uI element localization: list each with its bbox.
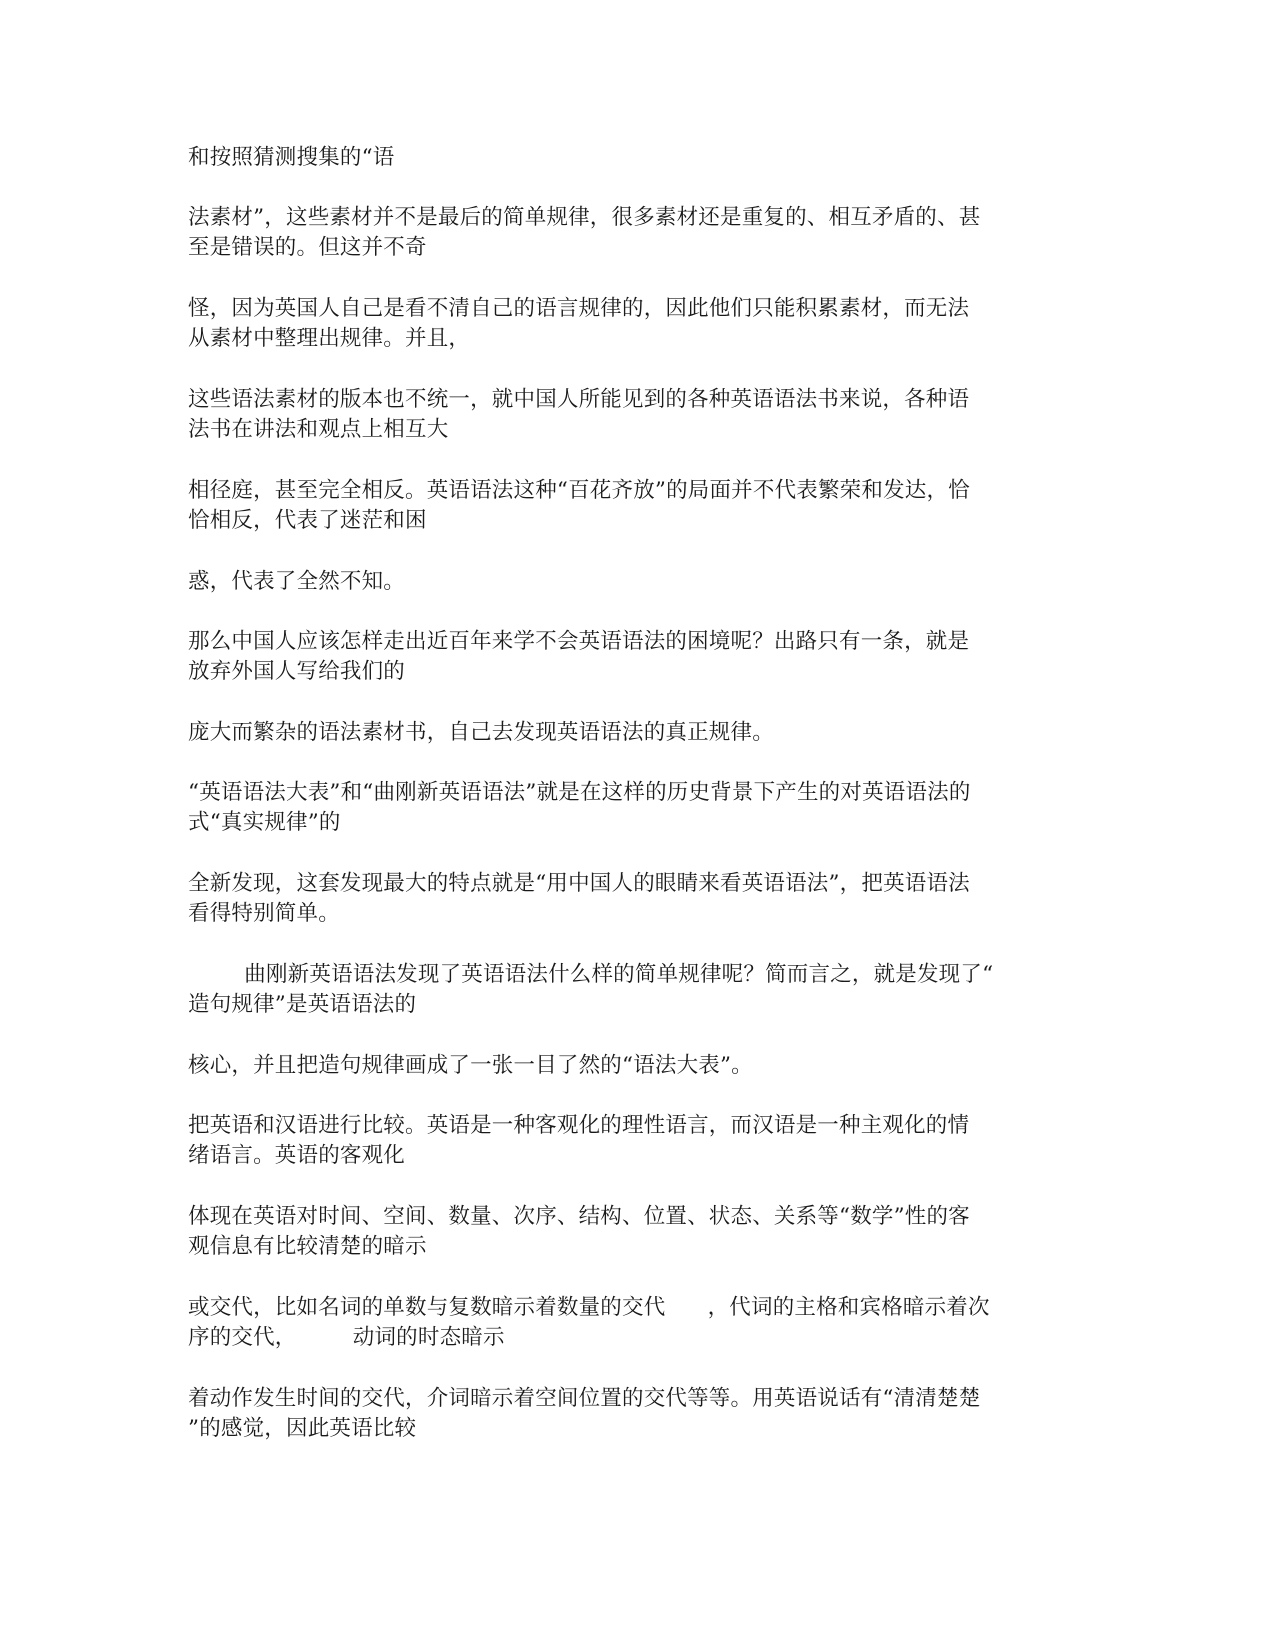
- text-line: 法书在讲法和观点上相互大: [188, 417, 449, 442]
- text-line: 相径庭，甚至完全相反。英语语法这种“百花齐放”的局面并不代表繁荣和发达，恰: [188, 478, 970, 503]
- text-line: 法素材”，这些素材并不是最后的简单规律，很多素材还是重复的、相互矛盾的、甚: [188, 205, 981, 230]
- paragraph: [188, 1293, 1088, 1353]
- paragraph: [188, 294, 1088, 354]
- paragraph: [188, 567, 1088, 597]
- text-line: 庞大而繁杂的语法素材书，自己去发现英语语法的真正规律。: [188, 720, 774, 745]
- text-line: 惑，代表了全然不知。: [188, 569, 406, 594]
- text-line: 和按照猜测搜集的“语: [188, 145, 395, 170]
- text-line: 体现在英语对时间、空间、数量、次序、结构、位置、状态、关系等“数学”性的客: [188, 1204, 970, 1229]
- paragraph: [188, 385, 1088, 445]
- text-line: 放弃外国人写给我们的: [188, 659, 406, 684]
- paragraph: [188, 1202, 1088, 1262]
- text-line: 全新发现，这套发现最大的特点就是“用中国人的眼睛来看英语语法”，把英语语法: [188, 871, 970, 896]
- text-line: “英语语法大表”和“曲刚新英语语法”就是在这样的历史背景下产生的对英语语法的: [188, 780, 971, 805]
- paragraph: [188, 960, 1088, 1020]
- text-line: 那么中国人应该怎样走出近百年来学不会英语语法的困境呢？出路只有一条，就是: [188, 629, 970, 654]
- paragraph: [188, 143, 1088, 173]
- text-line: 核心，并且把造句规律画成了一张一目了然的“语法大表”。: [188, 1053, 753, 1078]
- text-line: ”的感觉，因此英语比较: [188, 1416, 417, 1441]
- text-line: 式“真实规律”的: [188, 810, 341, 835]
- paragraph: [188, 1111, 1088, 1171]
- text-line: 看得特别简单。: [188, 901, 340, 926]
- text-line: 造句规律”是英语语法的: [188, 992, 417, 1017]
- text-line: 着动作发生时间的交代，介词暗示着空间位置的交代等等。用英语说话有“清清楚楚: [188, 1386, 981, 1411]
- text-line: 绪语言。英语的客观化: [188, 1143, 406, 1168]
- text-line: 序的交代， 动词的时态暗示: [188, 1325, 505, 1350]
- paragraph: [188, 203, 1088, 263]
- text-line: 观信息有比较清楚的暗示: [188, 1234, 427, 1259]
- paragraph: [188, 1384, 1088, 1444]
- paragraph: [188, 1051, 1088, 1081]
- text-line: 至是错误的。但这并不奇: [188, 235, 427, 260]
- text-line: 怪，因为英国人自己是看不清自己的语言规律的，因此他们只能积累素材，而无法: [188, 296, 970, 321]
- paragraph: [188, 718, 1088, 748]
- paragraph: [188, 869, 1088, 929]
- text-line: 或交代，比如名词的单数与复数暗示着数量的交代 ，代词的主格和宾格暗示着次: [188, 1295, 990, 1320]
- paragraph: [188, 778, 1088, 838]
- text-line: 曲刚新英语语法发现了英语语法什么样的简单规律呢？简而言之，就是发现了“: [188, 962, 994, 987]
- text-line: 从素材中整理出规律。并且，: [188, 326, 471, 351]
- text-line: 把英语和汉语进行比较。英语是一种客观化的理性语言，而汉语是一种主观化的情: [188, 1113, 970, 1138]
- text-line: 这些语法素材的版本也不统一，就中国人所能见到的各种英语语法书来说，各种语: [188, 387, 970, 412]
- paragraph: [188, 476, 1088, 536]
- text-line: 恰相反，代表了迷茫和困: [188, 508, 427, 533]
- paragraph: [188, 627, 1088, 687]
